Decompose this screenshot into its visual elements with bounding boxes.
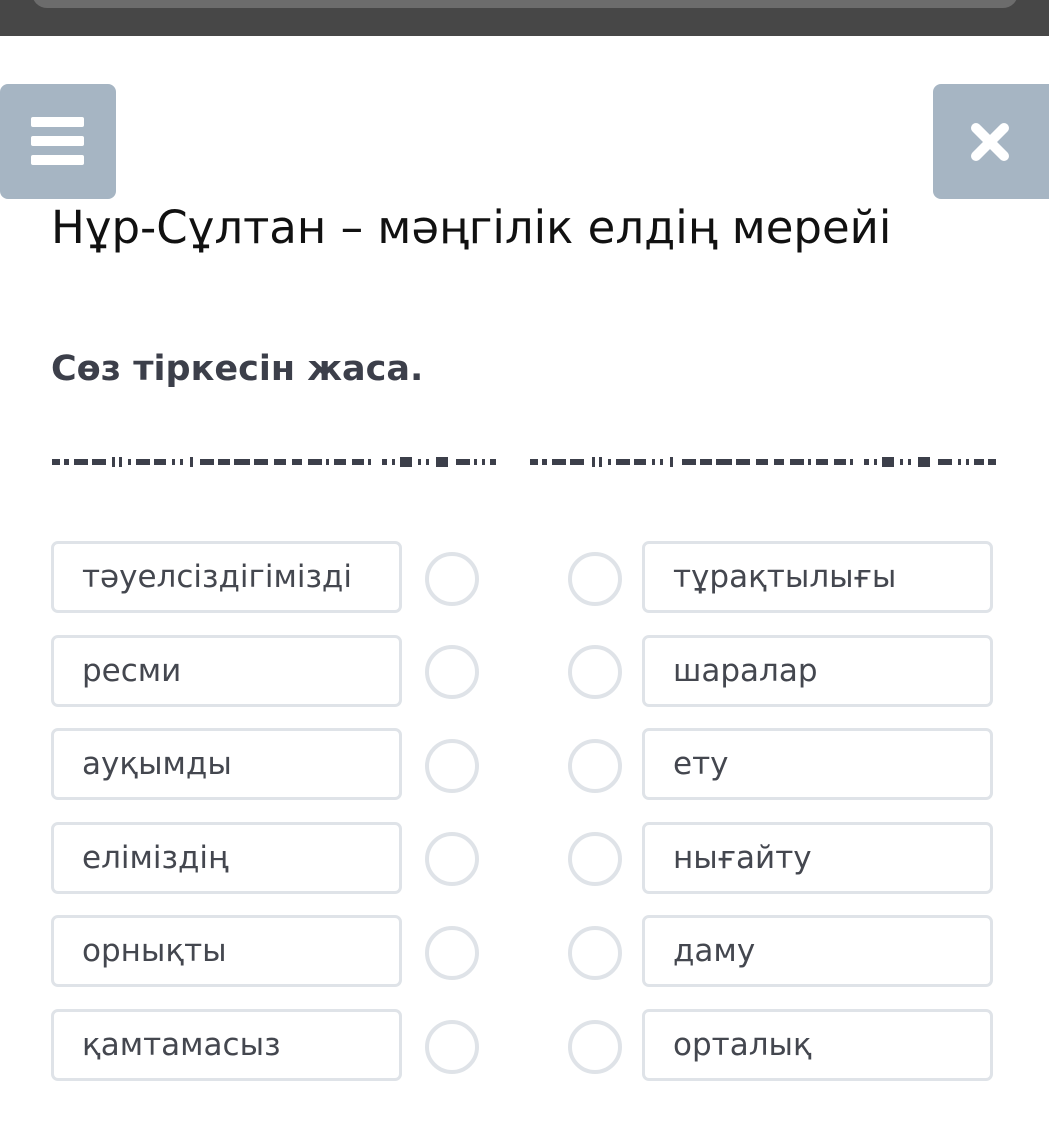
right-connector-dot[interactable] xyxy=(568,645,622,699)
instruction-text: Сөз тіркесін жаса. xyxy=(51,349,424,389)
address-bar[interactable] xyxy=(32,0,1018,8)
right-connector-dot[interactable] xyxy=(568,1020,622,1074)
word-label: қамтамасыз xyxy=(82,1027,281,1063)
left-connector-dot[interactable] xyxy=(425,552,479,606)
left-word-card[interactable] xyxy=(51,822,402,894)
word-label: даму xyxy=(673,933,756,969)
left-word-card[interactable] xyxy=(51,915,402,987)
right-word-card[interactable] xyxy=(642,635,993,707)
right-word-card[interactable] xyxy=(642,915,993,987)
left-word-card[interactable] xyxy=(51,541,402,613)
word-label: ету xyxy=(673,746,729,782)
close-x-icon xyxy=(969,121,1011,163)
word-label: ресми xyxy=(82,653,182,689)
right-connector-dot[interactable] xyxy=(568,832,622,886)
left-word-card[interactable] xyxy=(51,728,402,800)
right-word-card[interactable] xyxy=(642,541,993,613)
word-label: орнықты xyxy=(82,933,227,969)
right-word-card[interactable] xyxy=(642,1009,993,1081)
word-label: орталық xyxy=(673,1027,812,1063)
page-title: Нұр-Сұлтан – мәңгілік елдің мерейі xyxy=(51,201,892,254)
left-connector-dot[interactable] xyxy=(425,832,479,886)
left-connector-dot[interactable] xyxy=(425,739,479,793)
left-connector-dot[interactable] xyxy=(425,926,479,980)
word-label: тәуелсіздігімізді xyxy=(82,559,352,595)
close-button[interactable] xyxy=(933,84,1049,199)
scrambled-text-divider xyxy=(52,456,996,468)
right-word-card[interactable] xyxy=(642,822,993,894)
right-connector-dot[interactable] xyxy=(568,926,622,980)
right-connector-dot[interactable] xyxy=(568,739,622,793)
word-label: тұрақтылығы xyxy=(673,559,897,595)
menu-button[interactable] xyxy=(0,84,116,199)
left-connector-dot[interactable] xyxy=(425,1020,479,1074)
right-word-card[interactable] xyxy=(642,728,993,800)
word-label: шаралар xyxy=(673,653,818,689)
word-label: ауқымды xyxy=(82,746,232,782)
left-word-card[interactable] xyxy=(51,1009,402,1081)
word-label: нығайту xyxy=(673,840,812,876)
left-word-card[interactable] xyxy=(51,635,402,707)
browser-top-bar xyxy=(0,0,1049,36)
right-connector-dot[interactable] xyxy=(568,552,622,606)
word-label: еліміздің xyxy=(82,840,229,876)
left-connector-dot[interactable] xyxy=(425,645,479,699)
